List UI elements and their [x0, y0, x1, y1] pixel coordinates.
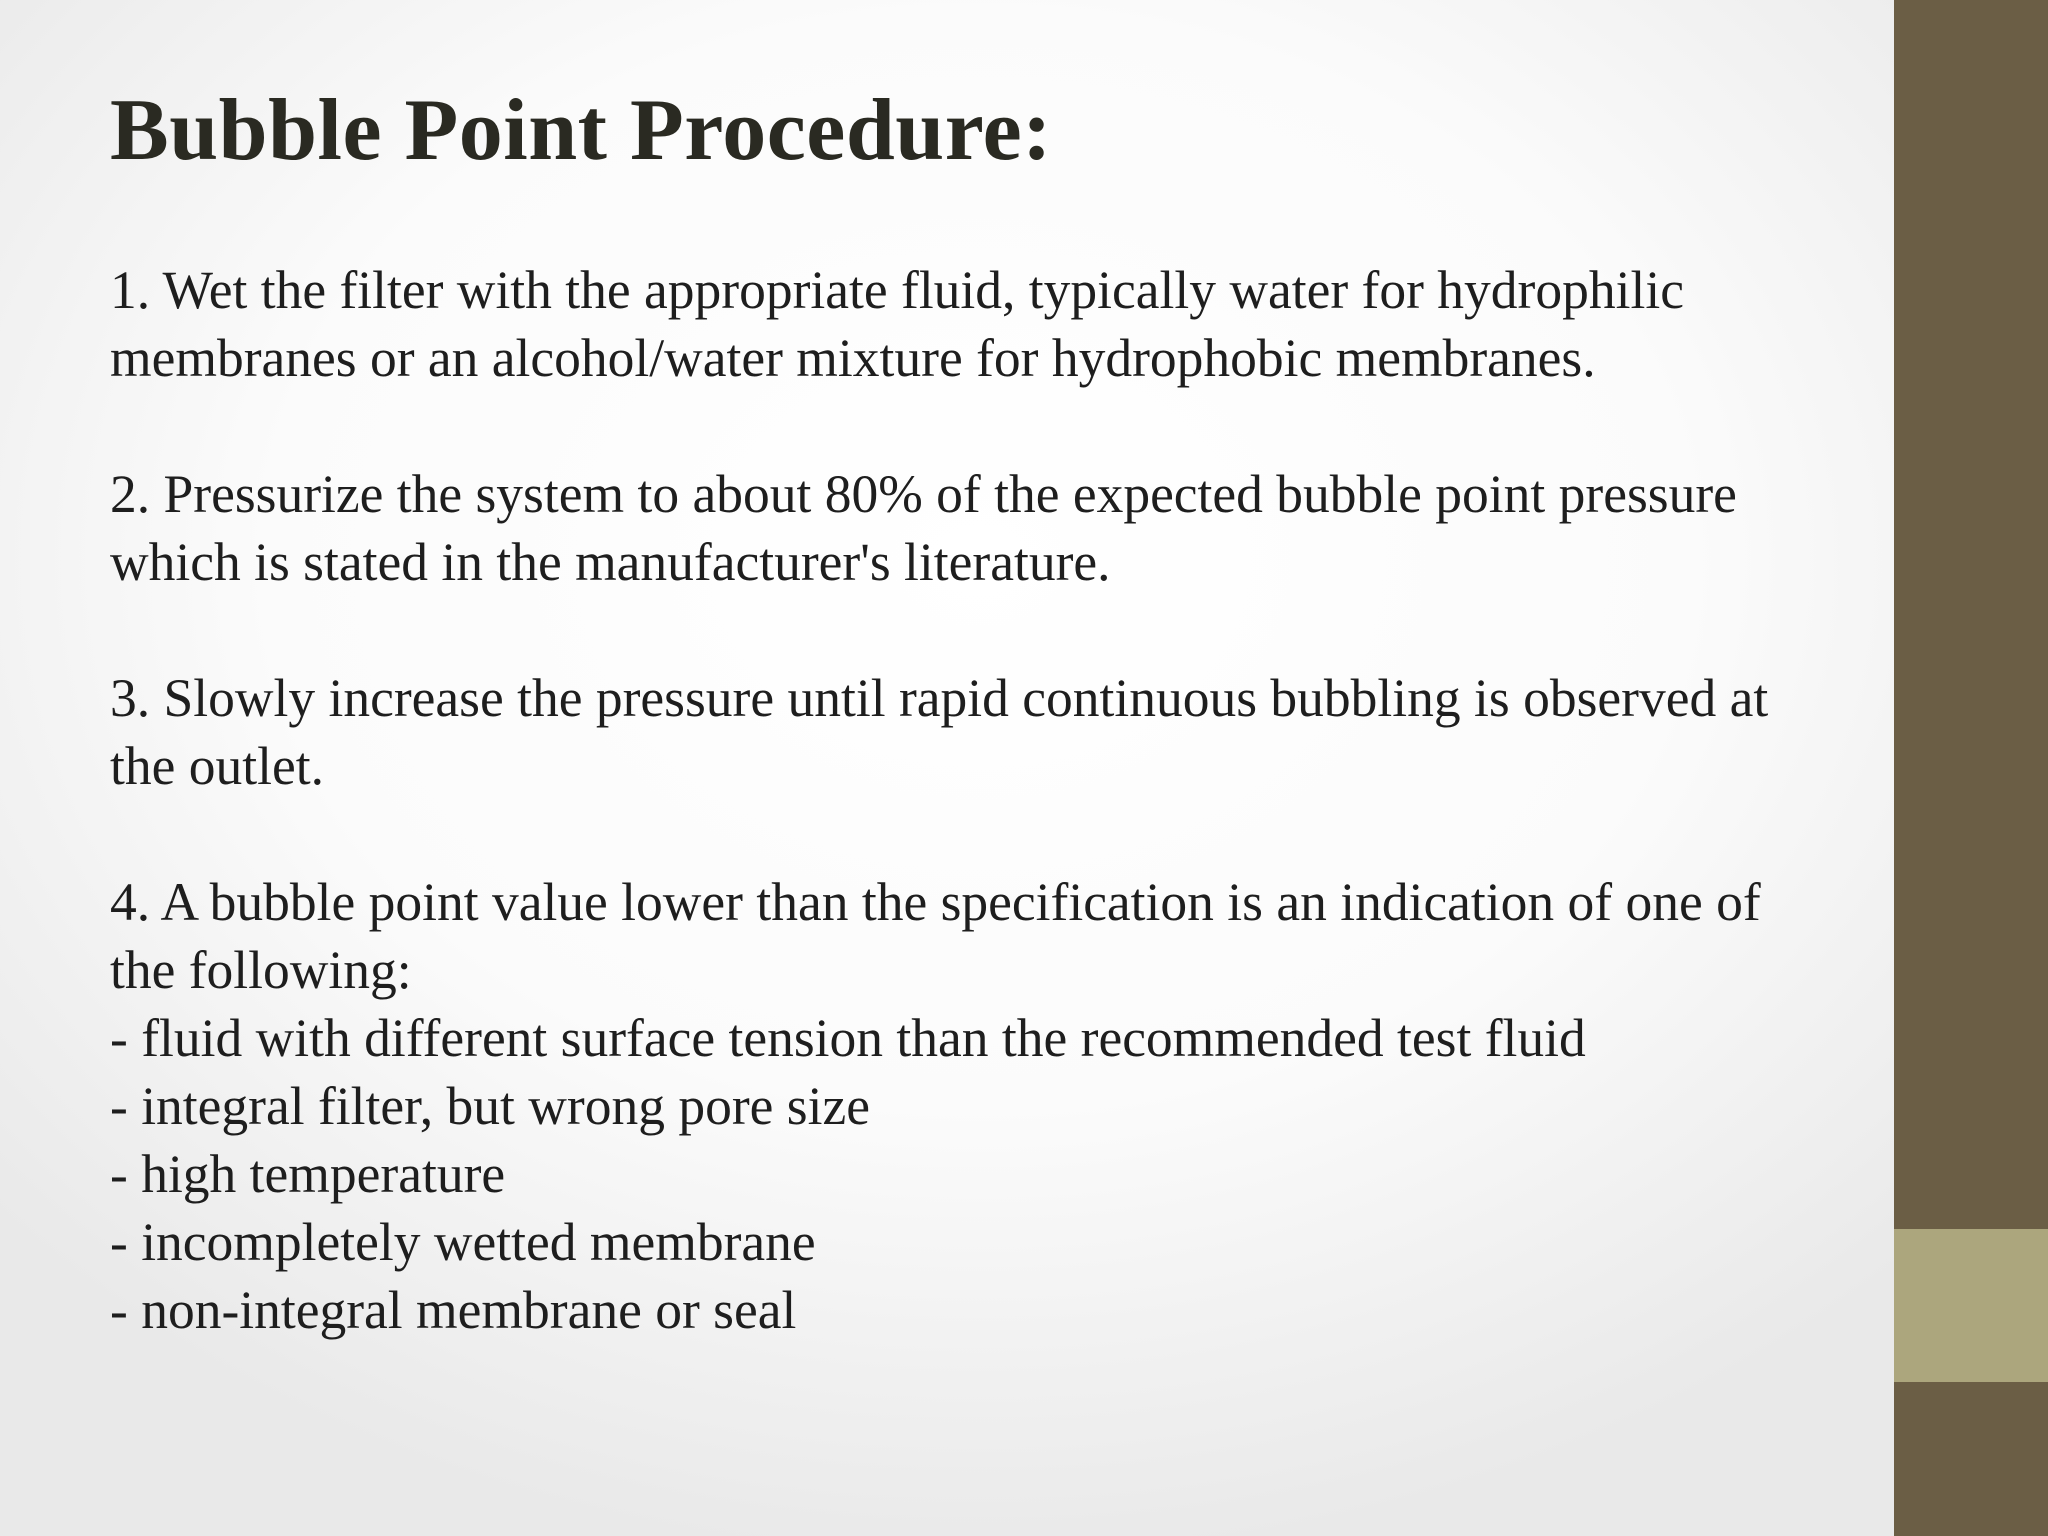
step-3-line-2: the outlet.	[110, 735, 324, 796]
bullet-item: - high temperature	[110, 1143, 506, 1204]
step-3-line-1: 3. Slowly increase the pressure until rapid continuous bubbling is observed at	[110, 667, 1769, 728]
step-2-line-1: 2. Pressurize the system to about 80% of the expected bubble point pressure	[110, 463, 1737, 524]
step-2	[110, 460, 1890, 596]
slide-title: Bubble Point Procedure:	[110, 82, 1053, 179]
slide-body	[110, 256, 1890, 1344]
step-1-line-1: 1. Wet the filter with the appropriate fluid, typically water for hydrophilic	[110, 259, 1684, 320]
bullet-item: - non-integral membrane or seal	[110, 1279, 797, 1340]
bullet-item: - incompletely wetted membrane	[110, 1211, 816, 1272]
step-1	[110, 256, 1890, 392]
bullet-item: - fluid with different surface tension than the recommended test fluid	[110, 1007, 1586, 1068]
side-accent-block	[1894, 1229, 2048, 1382]
slide-content	[110, 78, 1890, 1412]
step-2-line-2: which is stated in the manufacturer's literature.	[110, 531, 1111, 592]
step-1-line-2: membranes or an alcohol/water mixture for hydrophobic membranes.	[110, 327, 1596, 388]
step-4	[110, 868, 1890, 1344]
step-4-line-2: the following:	[110, 939, 412, 1000]
step-4-line-1: 4. A bubble point value lower than the specification is an indication of one of	[110, 871, 1761, 932]
bullet-item: - integral filter, but wrong pore size	[110, 1075, 870, 1136]
step-3	[110, 664, 1890, 800]
